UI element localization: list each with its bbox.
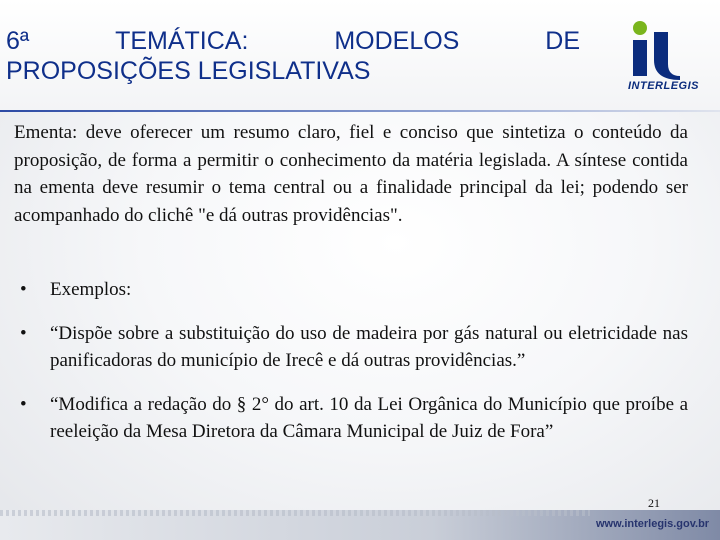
footer-url: www.interlegis.gov.br <box>596 518 710 530</box>
list-item <box>20 320 688 375</box>
page-number: 21 <box>648 496 660 510</box>
ementa-paragraph: Ementa: deve oferecer um resumo claro, fiel e conciso que sintetiza o conteúdo da proposição, de forma a permitir o conhecimento da matéria legislada. A síntese contida na ementa deve resumir o tema central ou a finalidade principal da lei; podendo ser acompanhado do clichê "e dá outras providências". <box>14 122 688 226</box>
list-item-text: “Modifica a redação do § 2° do art. 10 da Lei Orgânica do Município que proíbe a reeleição da Mesa Diretora da Câmara Municipal de Juiz de Fora” <box>50 393 688 442</box>
bullet-icon: • <box>20 279 27 300</box>
header-divider <box>0 110 720 112</box>
title-word: MODELOS <box>334 27 460 55</box>
bullet-icon: • <box>20 393 27 415</box>
list-item-text: Exemplos: <box>50 279 132 300</box>
list-item <box>20 391 688 446</box>
slide-title-line1 <box>6 26 580 56</box>
bullet-icon: • <box>20 322 27 344</box>
title-word: 6ª <box>6 27 30 55</box>
title-word: TEMÁTICA: <box>115 27 249 55</box>
footer-stripe <box>0 510 590 516</box>
slide-title <box>6 26 586 86</box>
examples-list <box>20 276 688 462</box>
title-word: DE <box>545 27 580 55</box>
logo-text: INTERLEGIS <box>628 80 700 92</box>
slide-title-line2: PROPOSIÇÕES LEGISLATIVAS <box>6 57 371 85</box>
list-item <box>20 276 688 304</box>
list-item-text: “Dispõe sobre a substituição do uso de madeira por gás natural ou eletricidade nas panificadoras do município de Irecê e dá outras providências.” <box>50 322 688 371</box>
